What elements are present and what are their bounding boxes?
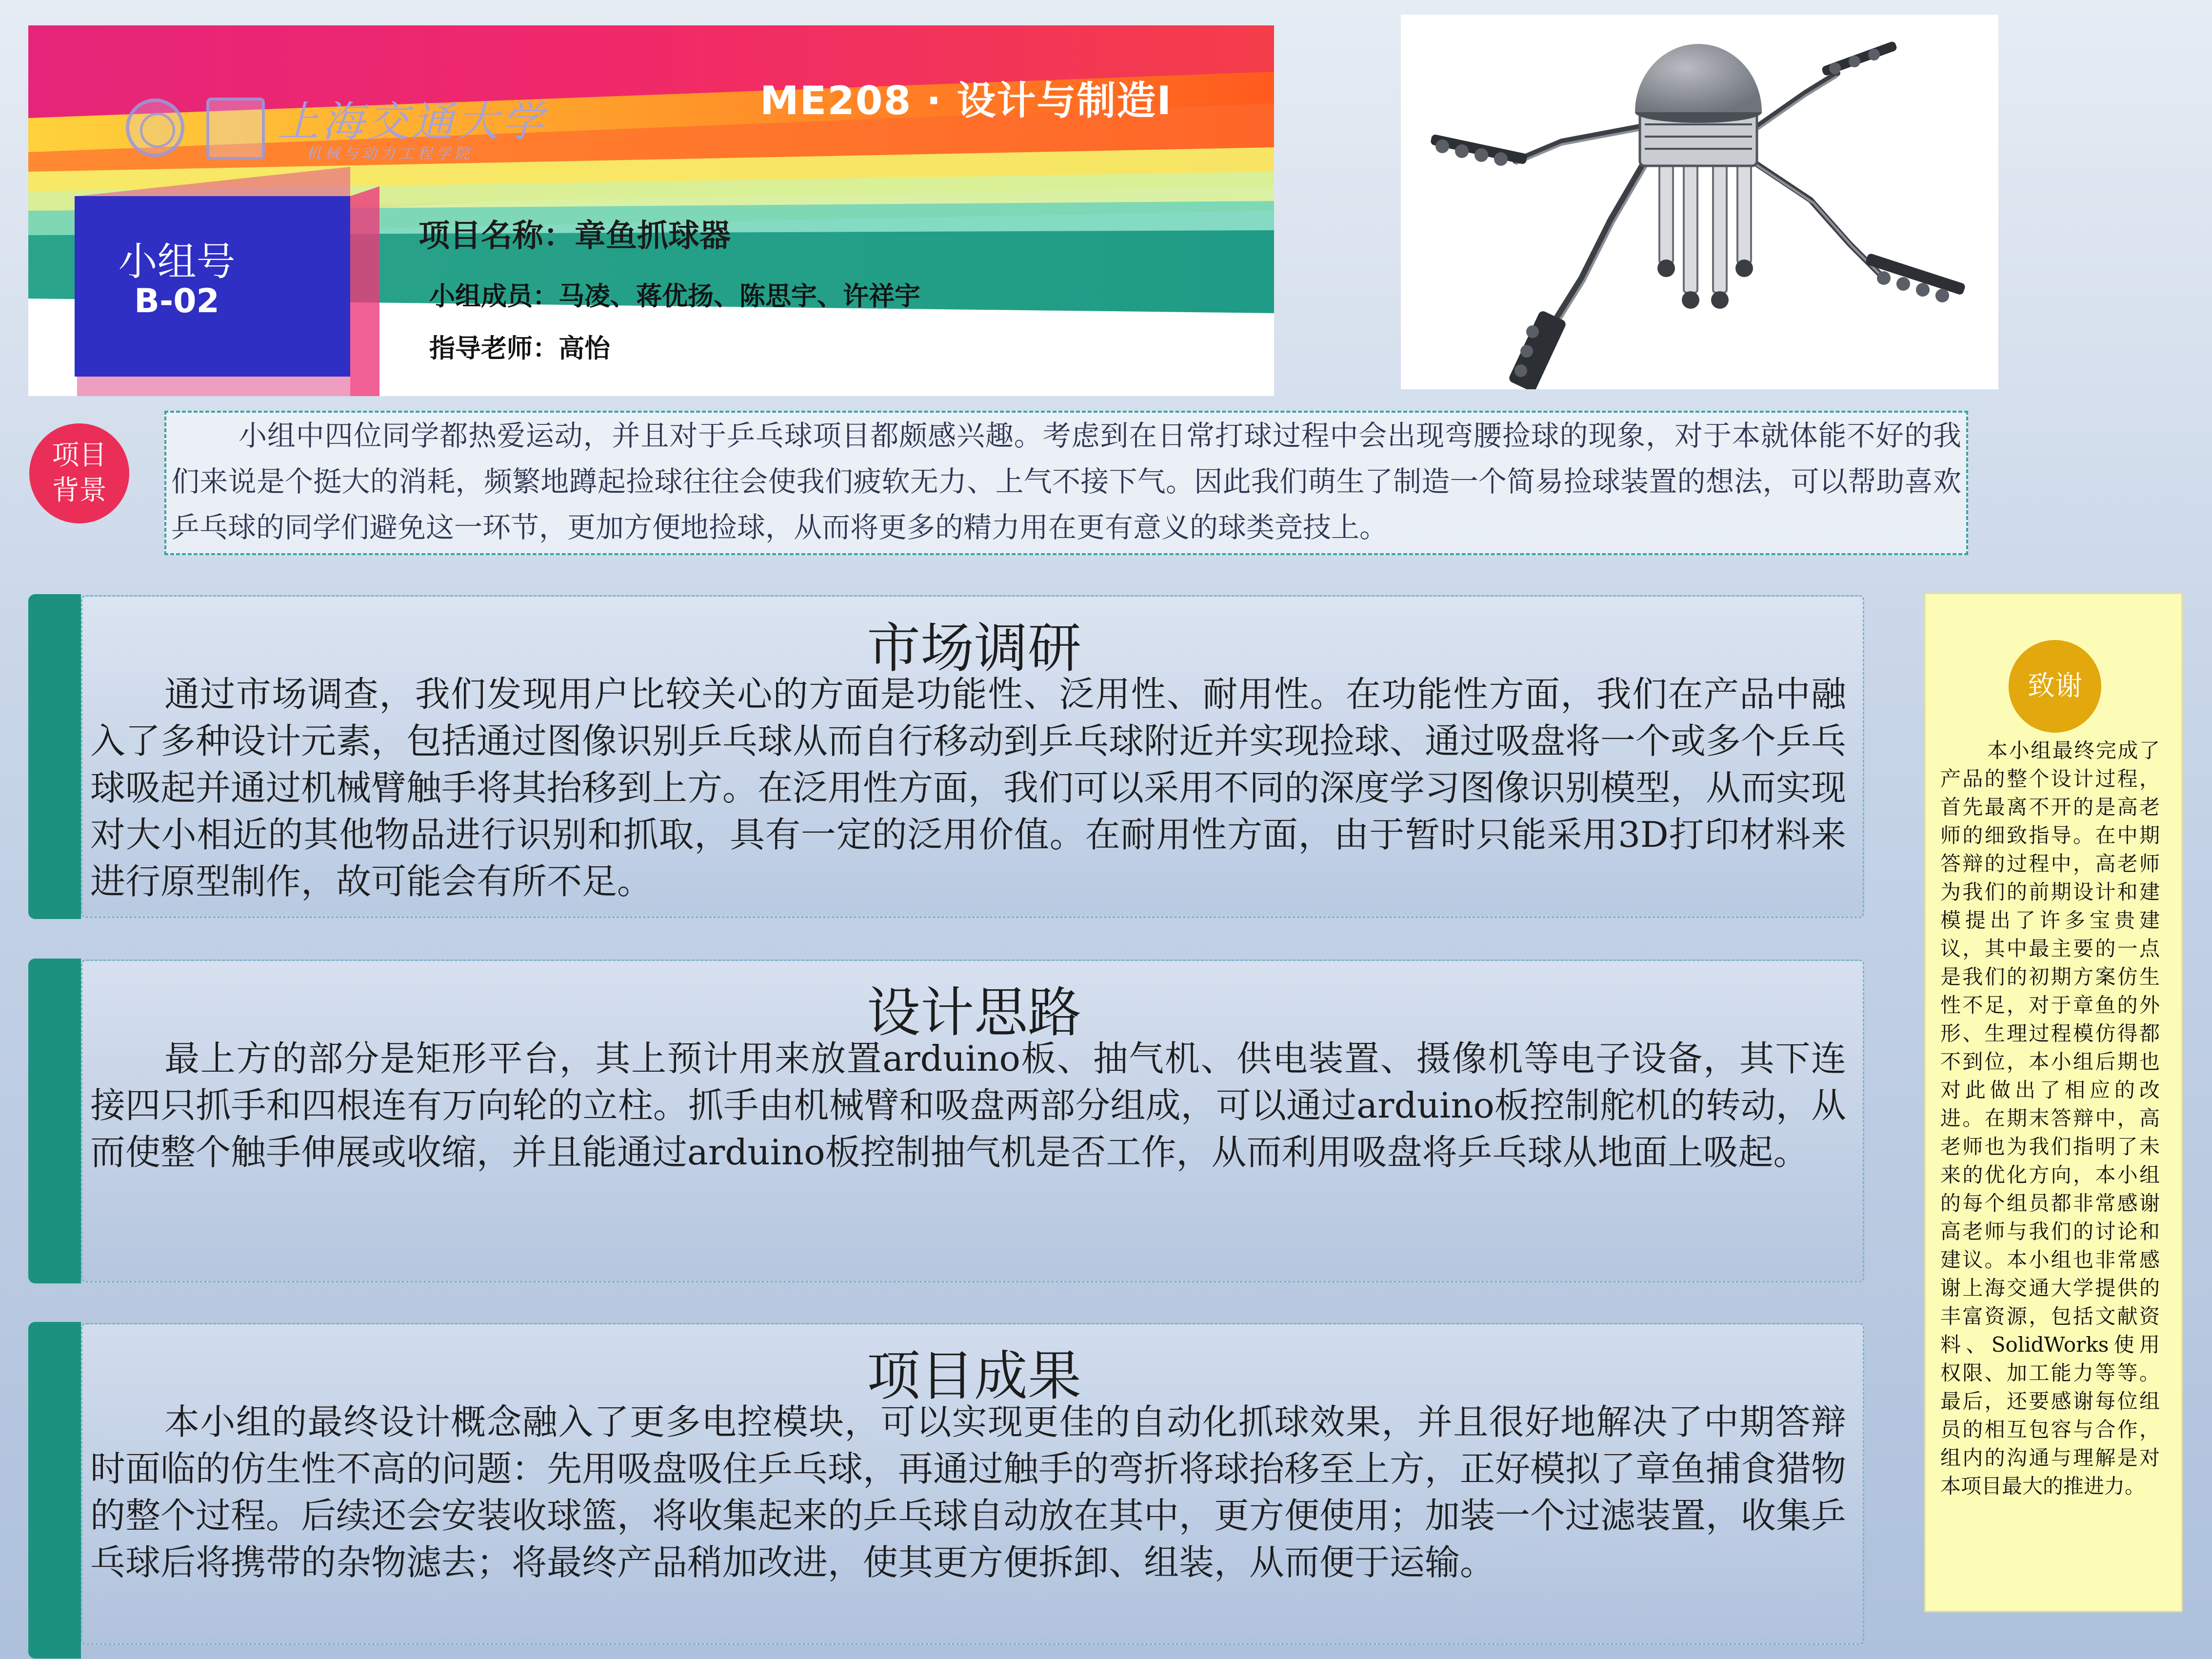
background-text: 小组中四位同学都热爱运动，并且对于乒乓球项目都颇感兴趣。考虑到在日常打球过程中会出现弯腰捡球的现象，对于本就体能不好的我们来说是个挺大的消耗，频繁地蹲起捡球往往会使我们疲软无力、上气不接下气。因此我们萌生了制造一个简易捡球装置的想法，可以帮助喜欢乒乓球的同学们避免这一环节，更加方便地捡球，从而将更多的精力用在更有意义的球类竞技上。: [171, 419, 1961, 544]
thanks-badge: 致谢: [2009, 640, 2101, 733]
octopus-robot-illustration: [1401, 15, 1998, 389]
group-id: B-02: [134, 282, 219, 320]
course-title: ME208 · 设计与制造I: [760, 78, 1173, 123]
acknowledgement-panel: [1924, 593, 2183, 1612]
group-label: 小组号: [118, 239, 236, 284]
background-badge: 项目 背景: [29, 423, 129, 523]
thanks-text: 本小组最终完成了产品的整个设计过程，首先最离不开的是高老师的细致指导。在中期答辩的过程中，高老师为我们的前期设计和建模提出了许多宝贵建议，其中最主要的一点是我们的初期方案仿生性不足，对于章鱼的外形、生理过程模仿得都不到位，本小组后期也对此做出了相应的改进。在期末答辩中，高老师也为我们指明了未来的优化方向，本小组的每个组员都非常感谢高老师与我们的讨论和建议。本小组也非常感谢上海交通大学提供的丰富资源，包括文献资料、SolidWorks使用权限、加工能力等等。最后，还要感谢每位组员的相互包容与合作，组内的沟通与理解是对本项目最大的推进力。: [1940, 739, 2160, 1498]
results-accent-bar: [28, 1322, 81, 1659]
robot-render-image: [1401, 15, 1998, 389]
design-body: 最上方的部分是矩形平台，其上预计用来放置arduino板、抽气机、供电装置、摄像机等电子设备，其下连接四只抓手和四根连有万向轮的立柱。抓手由机械臂和吸盘两部分组成，可以通过arduino板控制舵机的转动，从而使整个触手伸展或收缩，并且能通过arduino板控制抽气机是否工作，从而利用吸盘将乒乓球从地面上吸起。: [90, 1038, 1846, 1173]
design-title: 设计思路: [867, 981, 1081, 1044]
group-box: [76, 195, 278, 373]
advisor: 指导老师：高怡: [429, 334, 610, 363]
market-body: 通过市场调查，我们发现用户比较关心的方面是功能性、泛用性、耐用性。在功能性方面，我们在产品中融入了多种设计元素，包括通过图像识别乒乓球从而自行移动到乒乓球附近并实现捡球、通过吸盘将一个或多个乒乓球吸起并通过机械臂触手将其抬移到上方。在泛用性方面，我们可以采用不同的深度学习图像识别模型，从而实现对大小相近的其他物品进行识别和抓取，具有一定的泛用价值。在耐用性方面，由于暂时只能采用3D打印材料来进行原型制作，故可能会有所不足。: [90, 674, 1846, 902]
market-accent-bar: [28, 594, 81, 919]
university-name: 上海交通大学: [277, 98, 546, 146]
school-name: 机械与动力工程学院: [306, 145, 473, 162]
results-title: 项目成果: [867, 1345, 1081, 1407]
results-panel: [81, 1323, 1864, 1645]
market-panel: [81, 595, 1864, 918]
market-title: 市场调研: [867, 617, 1081, 680]
project-name: 项目名称：章鱼抓球器: [418, 218, 731, 254]
results-body: 本小组的最终设计概念融入了更多电控模块，可以实现更佳的自动化抓球效果，并且很好地解决了中期答辩时面临的仿生性不高的问题：先用吸盘吸住乒乓球，再通过触手的弯折将球抬移至上方，正好模拟了章鱼捕食猎物的整个过程。后续还会安装收球篮，将收集起来的乒乓球自动放在其中，更方便使用；加装一个过滤装置，收集乒乓球后将携带的杂物滤去；将最终产品稍加改进，使其更方便拆卸、组装，从而便于运输。: [90, 1401, 1846, 1583]
background-text-box: [164, 411, 1968, 555]
university-logo: [92, 64, 546, 191]
university-seal-icon: [126, 99, 184, 157]
header-banner: [28, 25, 1274, 396]
team-members: 小组成员：马凌、蒋优扬、陈思宇、许祥宇: [429, 281, 920, 311]
school-emblem-icon: [206, 98, 265, 160]
design-panel: [81, 959, 1864, 1282]
design-accent-bar: [28, 959, 81, 1283]
